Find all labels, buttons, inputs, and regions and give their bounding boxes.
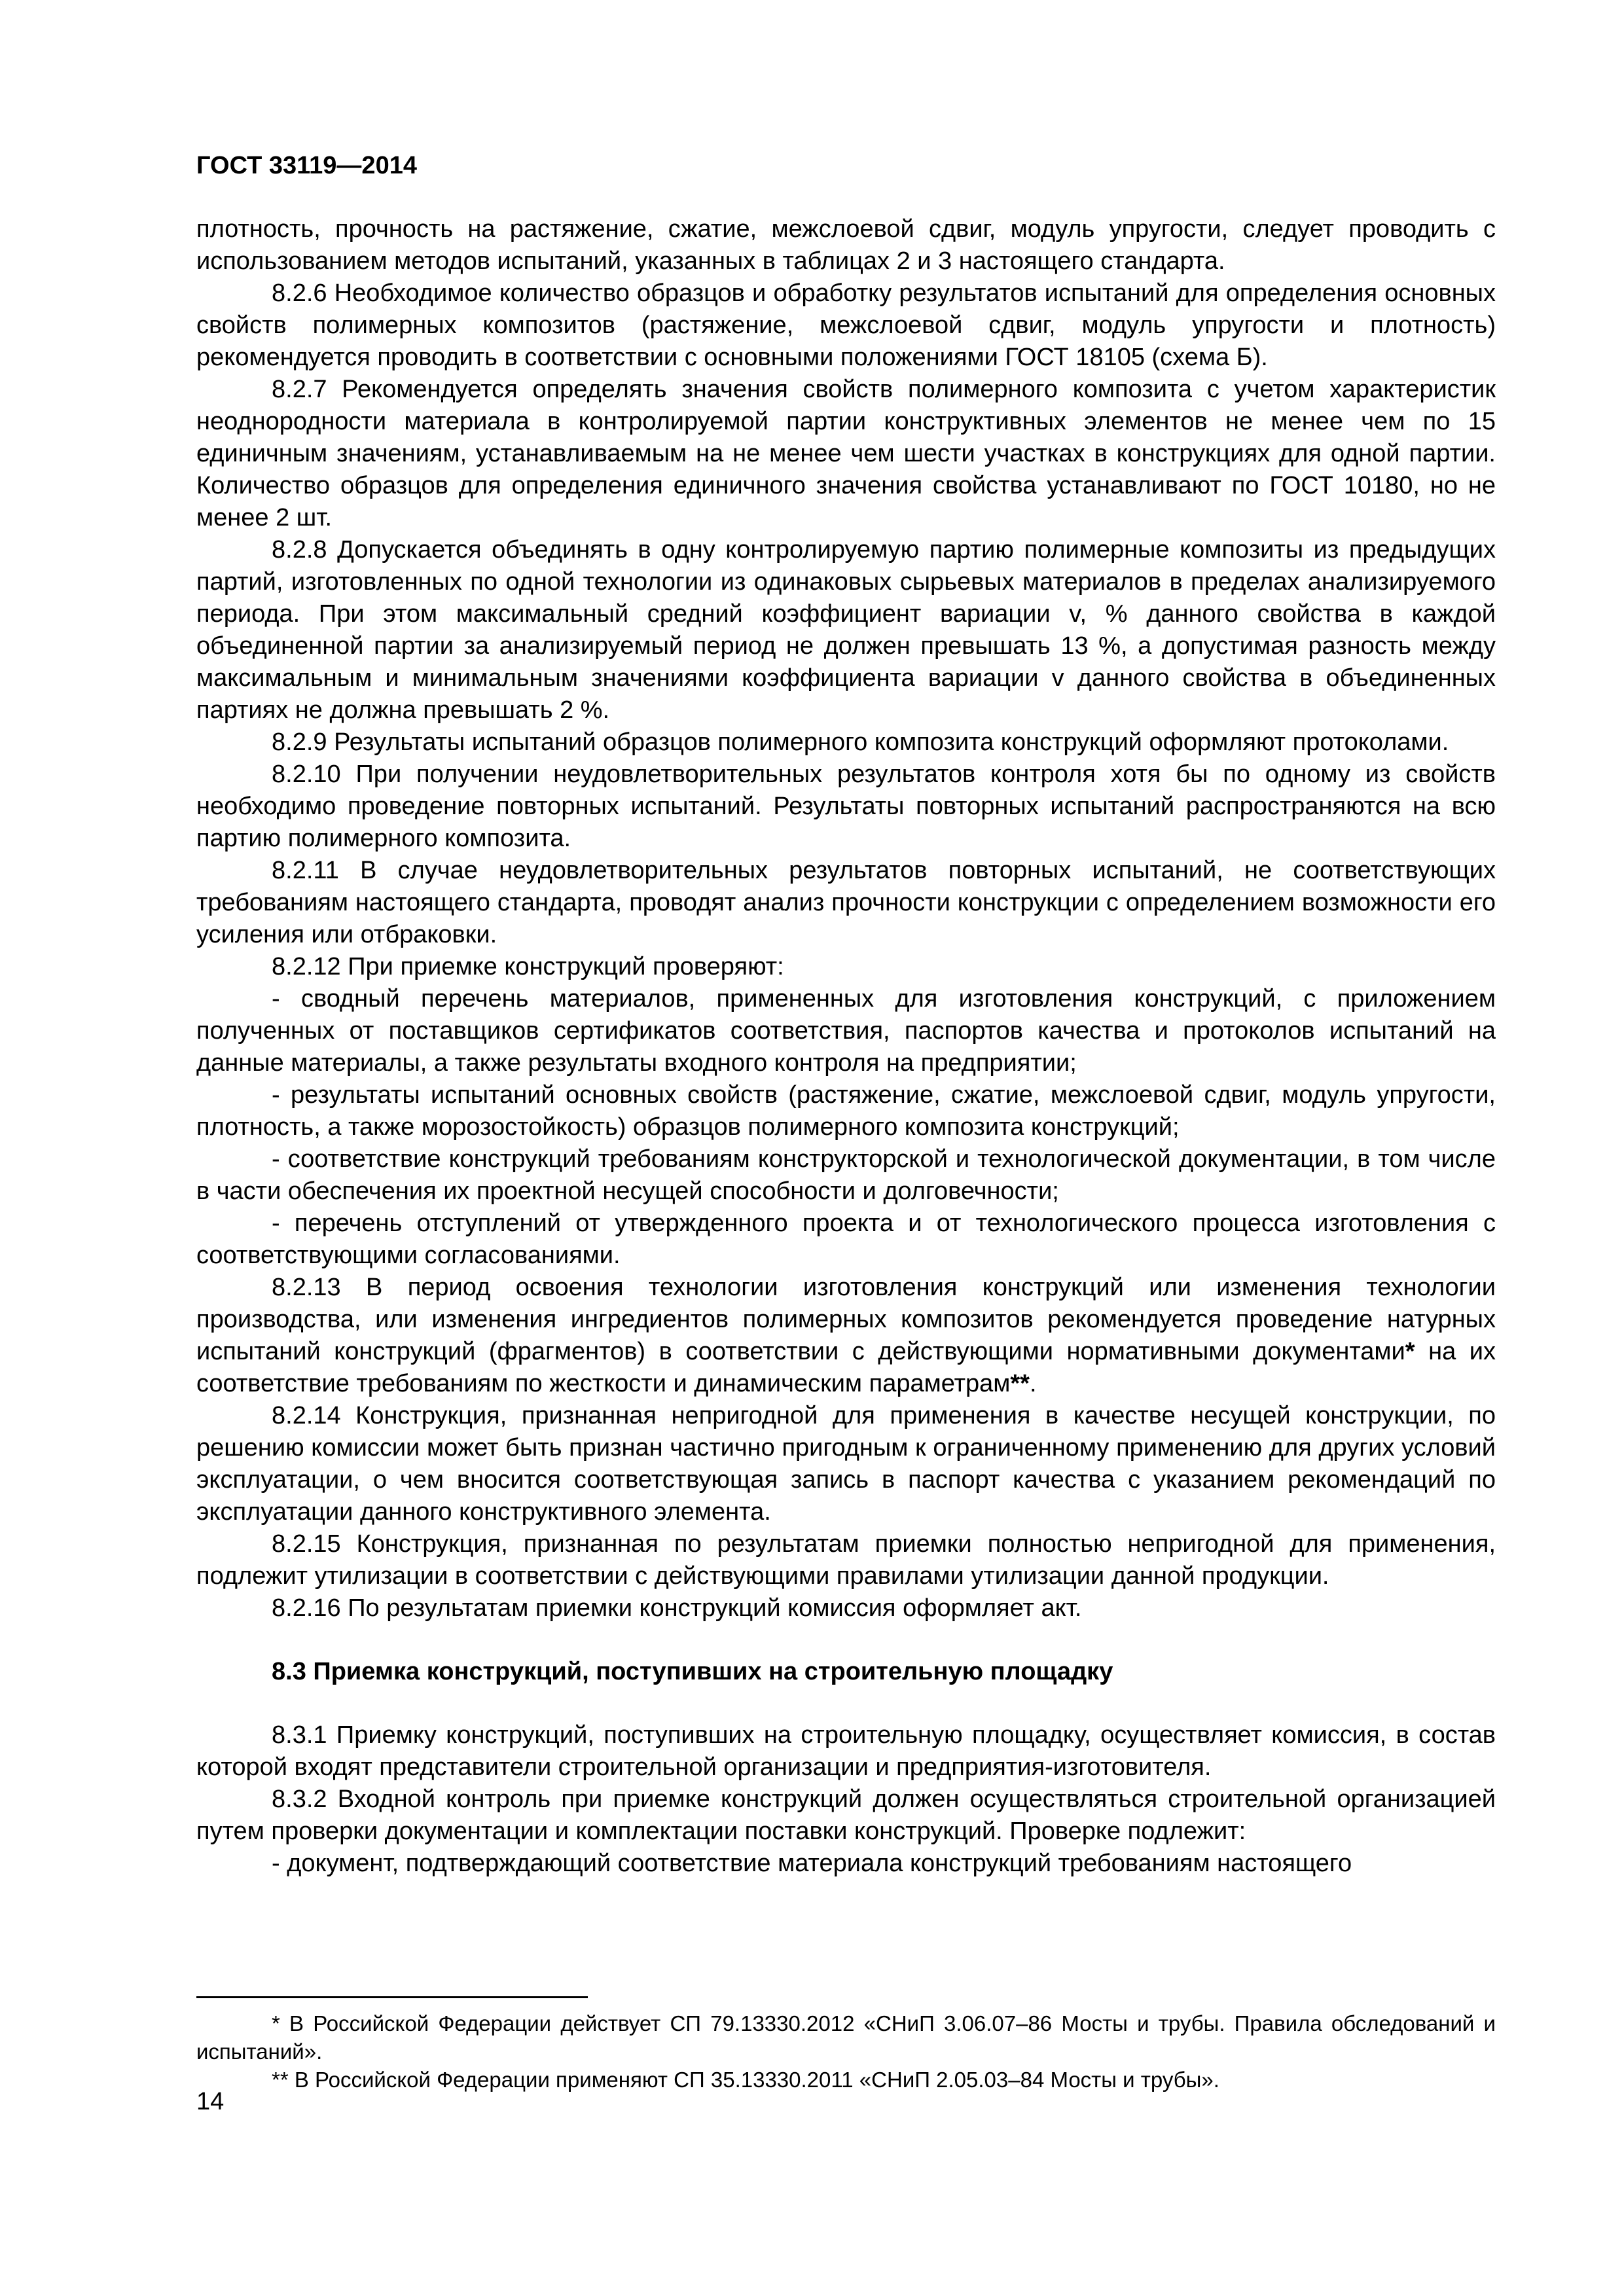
paragraph-8-2-9: 8.2.9 Результаты испытаний образцов полимерного композита конструкций оформляют протоколами. bbox=[272, 728, 1449, 756]
paragraph-8-3-1: 8.3.1 Приемку конструкций, поступивших на строительную площадку, осуществляет комиссия, в состав которой входят представители строительной организации и предприятия-изготовителя. bbox=[196, 1721, 1496, 1781]
paragraph-8-2-12: 8.2.12 При приемке конструкций проверяют: bbox=[272, 953, 784, 980]
footnote: * В Российской Федерации действует СП 79.13330.2012 «СНиП 3.06.07–86 Мосты и трубы. Правила обследований и испытаний». bbox=[196, 2011, 1496, 2064]
footnote-marker: * bbox=[1405, 1338, 1415, 1365]
page-body bbox=[196, 213, 1496, 1880]
paragraph-text: на их соответствие требованиям по жесткости и динамическим параметрам bbox=[196, 1338, 1496, 1397]
list-item: - перечень отступлений от утвержденного проекта и от технологического процесса изготовления с соответствующими согласованиями. bbox=[196, 1210, 1496, 1269]
list-item: - соответствие конструкций требованиям конструкторской и технологической документации, в том числе в части обеспечения их проектной несущей способности и долговечности; bbox=[196, 1145, 1496, 1205]
footnote-marker: ** bbox=[1010, 1370, 1030, 1397]
paragraph-text: . bbox=[1029, 1370, 1037, 1397]
footnotes bbox=[196, 2009, 1496, 2094]
list-item: - сводный перечень материалов, примененных для изготовления конструкций, с приложением полученных от поставщиков сертификатов соответствия, паспортов качества и протоколов испытаний на данные материалы, а также результаты входного контроля на предприятии; bbox=[196, 985, 1496, 1077]
list-item: - результаты испытаний основных свойств (растяжение, сжатие, межслоевой сдвиг, модуль упругости, плотность, а также морозостойкость) образцов полимерного композита конструкций; bbox=[196, 1081, 1496, 1141]
paragraph-text: 8.2.13 В период освоения технологии изготовления конструкций или изменения технологии производства, или изменения ингредиентов полимерных композитов рекомендуется проведение натурных испытаний конструкций (фрагментов) в соответствии с действующими нормативными документами bbox=[196, 1274, 1496, 1365]
paragraph-8-2-14: 8.2.14 Конструкция, признанная непригодной для применения в качестве несущей конструкции, по решению комиссии может быть признан частично пригодным к ограниченному применению для других условий эксплуатации, о чем вносится соответствующая запись в паспорт качества с указанием рекомендаций по эксплуатации данного конструктивного элемента. bbox=[196, 1402, 1496, 1526]
paragraph-8-2-7: 8.2.7 Рекомендуется определять значения свойств полимерного композита с учетом характеристик неоднородности материала в контролируемой партии конструктивных элементов не менее чем по 15 единичным значениям, устанавливаемым на не менее чем шести участках в конструкциях для одной партии. Количество образцов для определения единичного значения свойства устанавливают по ГОСТ 10180, но не менее 2 шт. bbox=[196, 376, 1496, 531]
paragraph-8-3-2: 8.3.2 Входной контроль при приемке конструкций должен осуществляться строительной организацией путем проверки документации и комплектации поставки конструкций. Проверке подлежит: bbox=[196, 1785, 1496, 1845]
paragraph-8-2-8: 8.2.8 Допускается объединять в одну контролируемую партию полимерные композиты из предыдущих партий, изготовленных по одной технологии из одинаковых сырьевых материалов в пределах анализируемого периода. При этом максимальный средний коэффициент вариации v, % данного свойства в каждой объединенной партии за анализируемый период не должен превышать 13 %, а допустимая разность между максимальным и минимальным значениями коэффициента вариации v данного свойства в объединенных партиях не должна превышать 2 %. bbox=[196, 536, 1496, 724]
document-header: ГОСТ 33119—2014 bbox=[196, 152, 417, 179]
paragraph-8-2-15: 8.2.15 Конструкция, признанная по результатам приемки полностью непригодной для применения, подлежит утилизации в соответствии с действующими правилами утилизации данной продукции. bbox=[196, 1530, 1496, 1590]
paragraph-continuation: плотность, прочность на растяжение, сжатие, межслоевой сдвиг, модуль упругости, следует проводить с использованием методов испытаний, указанных в таблицах 2 и 3 настоящего стандарта. bbox=[196, 215, 1496, 275]
page-number: 14 bbox=[196, 2088, 225, 2115]
paragraph-8-2-16: 8.2.16 По результатам приемки конструкций комиссия оформляет акт. bbox=[272, 1594, 1082, 1622]
section-heading: 8.3 Приемка конструкций, поступивших на строительную площадку bbox=[272, 1658, 1113, 1685]
footnote: ** В Российской Федерации применяют СП 35.13330.2011 «СНиП 2.05.03–84 Мосты и трубы». bbox=[272, 2068, 1219, 2092]
paragraph-8-2-13 bbox=[196, 1272, 1496, 1400]
paragraph-8-2-10: 8.2.10 При получении неудовлетворительных результатов контроля хотя бы по одному из свойств необходимо проведение повторных испытаний. Результаты повторных испытаний распространяются на всю партию полимерного композита. bbox=[196, 761, 1496, 852]
footnote-divider bbox=[196, 1996, 588, 1998]
paragraph-8-2-6: 8.2.6 Необходимое количество образцов и обработку результатов испытаний для определения основных свойств полимерных композитов (растяжение, межслоевой сдвиг, модуль упругости и плотность) рекомендуется проводить в соответствии с основными положениями ГОСТ 18105 (схема Б). bbox=[196, 279, 1496, 371]
list-item: - документ, подтверждающий соответствие материала конструкций требованиям настоящего bbox=[272, 1850, 1352, 1877]
paragraph-8-2-11: 8.2.11 В случае неудовлетворительных результатов повторных испытаний, не соответствующих требованиям настоящего стандарта, проводят анализ прочности конструкции с определением возможности его усиления или отбраковки. bbox=[196, 857, 1496, 948]
